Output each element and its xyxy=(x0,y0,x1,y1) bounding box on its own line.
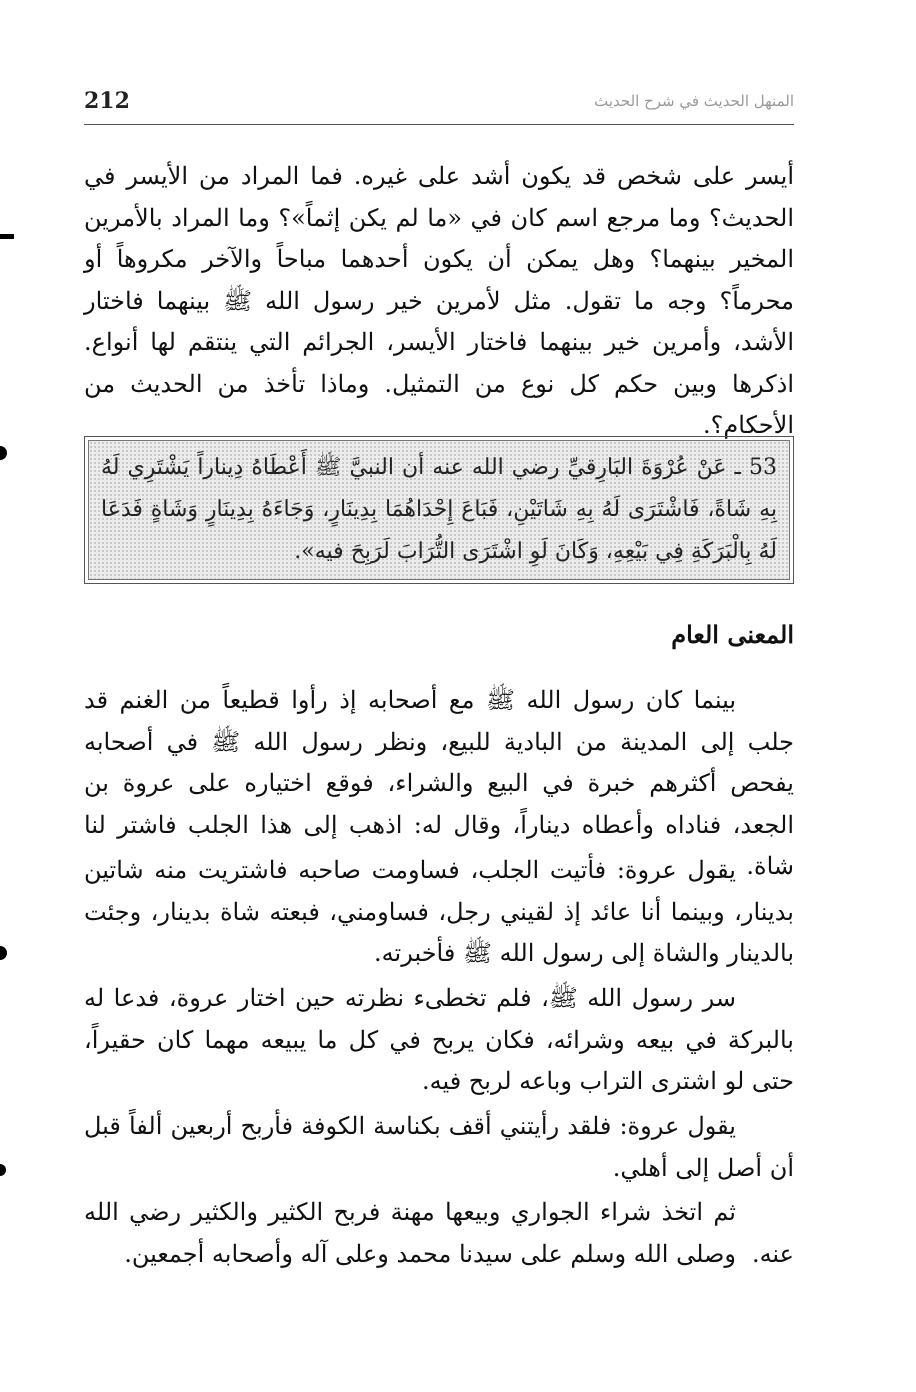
margin-mark xyxy=(0,1164,6,1176)
page-header xyxy=(84,84,794,125)
running-title: المنهل الحديث في شرح الحديث xyxy=(594,92,794,110)
hadith-text: 53 ـ عَنْ عُرْوَةَ البَارِقيِّ رضي الله عنه أن النبيَّ ﷺ أَعْطَاهُ دِيناراً يَشْتَرِي لَهُ بِهِ شَاةً، فَاشْتَرَى لَهُ بِهِ شَاتَيْنِ، فَبَاعَ إِحْدَاهُمَا بِدِينَارٍ، وَجَاءَهُ بِدِينَارٍ وَشَاةٍ فَدَعَا لَهُ بِالْبَرَكَةِ فِي بَيْعِهِ، وَكَانَ لَوِ اشْتَرَى التُّرَابَ لَرَبِحَ فيه». xyxy=(101,455,777,564)
margin-mark xyxy=(0,446,7,460)
body-paragraph: يقول عروة: فلقد رأيتني أقف بكناسة الكوفة فأربح أربعين ألفاً قبل أن أصل إلى أهلي. xyxy=(84,1112,794,1182)
margin-mark xyxy=(0,946,7,960)
margin-mark xyxy=(0,234,14,239)
hadith-shaded-panel xyxy=(88,440,790,580)
body-paragraph: وصلى الله وسلم على سيدنا محمد وعلى آله وأصحابه أجمعين. xyxy=(124,1240,736,1268)
body-paragraph: بينما كان رسول الله ﷺ مع أصحابه إذ رأوا قطيعاً من الغنم قد جلب إلى المدينة من البادية للبيع، ونظر رسول الله ﷺ في أصحابه يفحص أكثرهم خبرة في البيع والشراء، فوقع اختياره على عروة بن الجعد، فناداه وأعطاه ديناراً، وقال له: اذهب إلى هذا الجلب فاشتر لنا شاة. xyxy=(84,686,794,880)
intro-paragraph: أيسر على شخص قد يكون أشد على غيره. فما المراد من الأيسر في الحديث؟ وما مرجع اسم كان في «ما لم يكن إثماً»؟ وما المراد بالأمرين المخير بينهما؟ وهل يمكن أن يكون أحدهما مباحاً والآخر مكروهاً أو محرماً؟ وجه ما تقول. مثل لأمرين خير رسول الله ﷺ بينهما فاختار الأشد، وأمرين خير بينهما فاختار الأيسر، الجرائم التي ينتقم لها أنواع. اذكرها وبين حكم كل نوع من التمثيل. وماذا تأخذ من الحديث من الأحكام؟. xyxy=(84,162,794,439)
hadith-box xyxy=(84,436,794,584)
page-number: 212 xyxy=(84,88,130,114)
section-heading: المعنى العام xyxy=(671,620,794,649)
body-paragraph: ثم اتخذ شراء الجواري وبيعها مهنة فربح الكثير والكثير رضي الله عنه. xyxy=(84,1198,794,1268)
body-paragraph: سر رسول الله ﷺ، فلم تخطىء نظرته حين اختار عروة، فدعا له بالبركة في بيعه وشرائه، فكان يربح في كل ما يبيعه مهما كان حقيراً، حتى لو اشترى التراب وباعه لربح فيه. xyxy=(84,984,794,1095)
body-paragraph: يقول عروة: فأتيت الجلب، فساومت صاحبه فاشتريت منه شاتين بدينار، وبينما أنا عائد إذ لقيني رجل، فساومني، فبعته شاة بدينار، وجئت بالدينار والشاة إلى رسول الله ﷺ فأخبرته. xyxy=(84,856,794,967)
